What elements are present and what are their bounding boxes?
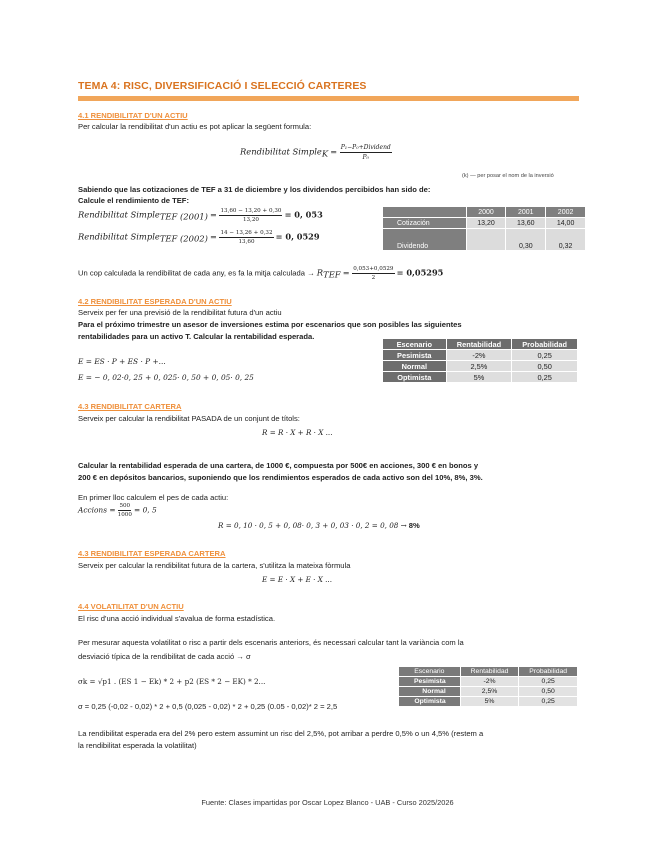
section-4-1-intro: Per calcular la rendibilitat d'un actiu es pot aplicar la següent formula: <box>78 122 312 131</box>
expected-return-calc: E = − 0, 02·0, 25 + 0, 025· 0, 50 + 0, 05· 0, 25 <box>78 373 254 382</box>
mean-return-line: Un cop calculada la rendibilitat de cada any, es fa la mitja calculada → $R_{TEF}$ = $\frac{0,053+0,0529}{2}$ = 0,05295 <box>78 266 444 281</box>
expected-portfolio-formula: E = E · X + E · X ... <box>262 575 333 584</box>
exercise-4-2-question-2: rentabilidades para un activo T. Calcular la rentabilidad esperada. <box>78 332 315 341</box>
equation-tef-2001: Rendibilitat Simple$_{TEF (2001)}$ = $\frac{13,60 - 13,20 + 0,30}{13,20}$ = 0, 053 <box>78 208 323 223</box>
conclusion-line-2: la rendibilitat esperada la volatilitat) <box>78 741 197 750</box>
formula-fraction: $\frac{\text{P₁−P₀+Dividend}}{\text{P₀}}$ <box>340 144 391 161</box>
sigma-calculation: σ = 0,25 (-0,02 - 0,02) * 2 + 0,5 (0,025 - 0,02) * 2 + 0,25 (0.05 - 0,02)* 2 = 2,5 <box>78 702 338 711</box>
weights-step-text: En primer lloc calculem el pes de cada actiu: <box>78 493 229 502</box>
exercise-4-3-question-1: Calcular la rentabilidad esperada de una cartera, de 1000 €, compuesta por 500€ en acciones, 300 € en bonos y <box>78 461 479 470</box>
expected-return-formula: E = ES · P + ES · P +... <box>78 357 166 366</box>
table-row: Optimista 5% 0,25 <box>399 697 578 707</box>
exercise-4-2-question-1: Para el próximo trimestre un asesor de inversiones estima por escenarios que son posibles las siguientes <box>78 320 462 329</box>
table-row: Cotización 13,20 13,60 14,00 <box>383 218 586 229</box>
table-row: Optimista 5% 0,25 <box>383 372 578 383</box>
page-title: TEMA 4: RISC, DIVERSIFICACIÓ I SELECCIÓ CARTERES <box>78 80 367 92</box>
section-4-2-intro: Serveix per fer una previsió de la rendibilitat futura d'un actiu <box>78 308 282 317</box>
exercise-question-2: Calcule el rendimiento de TEF: <box>78 196 189 205</box>
sigma-formula: σk = √p1 . (ES 1 − Ek) * 2 + p2 (ES * 2 − EK) * 2... <box>78 677 266 686</box>
tef-prices-table <box>382 206 586 251</box>
section-heading-4-1: 4.1 RENDIBILITAT D'UN ACTIU <box>78 111 188 120</box>
section-4-4-intro: El risc d'una acció individual s'avalua de forma estadística. <box>78 614 276 623</box>
table-row: Normal 2,5% 0,50 <box>399 687 578 697</box>
section-4-3-expected-intro: Serveix per calcular la rendibilitat futura de la cartera, s'utilitza la mateixa fòrmula <box>78 561 351 570</box>
table-header-row: Escenario Rentabilidad Probabilidad <box>399 667 578 677</box>
exercise-4-3-question-2: 200 € en depósitos bancarios, suponiendo que los rendimientos esperados de cada activo son del 10%, 8%, 3%. <box>78 473 483 482</box>
exercise-question-1: Sabiendo que las cotizaciones de TEF a 31 de diciembre y los dividendos percibidos han sido de: <box>78 185 431 194</box>
simple-return-formula: Rendibilitat Simple$_K$ = $\frac{\text{P₁−P₀+Dividend}}{\text{P₀}}$ <box>240 144 391 161</box>
formula-lhs: Rendibilitat Simple <box>240 146 322 157</box>
volatility-paragraph-1: Per mesurar aquesta volatilitat o risc a partir dels escenaris anteriors, és necessari calcular tant la variància com la <box>78 638 464 647</box>
table-header-row: Escenario Rentabilidad Probabilidad <box>383 339 578 350</box>
section-heading-4-3-expected: 4.3 RENDIBILITAT ESPERADA CARTERA <box>78 549 226 558</box>
section-heading-4-3: 4.3 RENDIBILITAT CARTERA <box>78 402 182 411</box>
portfolio-return-formula: R = R · X + R · X ... <box>262 428 333 437</box>
section-4-3-intro: Serveix per calcular la rendibilitat PASADA de un conjunt de títols: <box>78 414 300 423</box>
title-underline-bar <box>78 96 579 101</box>
volatility-paragraph-2: desviació típica de la rendibilitat de cada acció → σ <box>78 652 251 661</box>
formula-sub: K <box>321 148 329 159</box>
table-header-row: 2000 2001 2002 <box>383 207 586 218</box>
scenario-table <box>382 338 578 383</box>
table-row: Dividendo 0,30 0,32 <box>383 229 586 251</box>
equation-tef-2002: Rendibilitat Simple$_{TEF (2002)}$ = $\frac{14 - 13,26 + 0,32}{13,60}$ = 0, 0529 <box>78 230 320 245</box>
volatility-scenario-table <box>398 666 578 707</box>
conclusion-line-1: La rendibilitat esperada era del 2% pero estem assumint un risc del 2,5%, pot arribar a perdre 0,5% o un 4,5% (restem a <box>78 729 484 738</box>
table-row: Pesimista -2% 0,25 <box>399 677 578 687</box>
table-row: Pesimista -2% 0,25 <box>383 350 578 361</box>
section-heading-4-4: 4.4 VOLATILITAT D'UN ACTIU <box>78 602 184 611</box>
portfolio-return-calc: R = 0, 10 · 0, 5 + 0, 08· 0, 3 + 0, 03 · 0, 2 = 0, 08 → 8% <box>218 521 420 530</box>
table-row: Normal 2,5% 0,50 <box>383 361 578 372</box>
weight-calculation: Accions = $\frac{500}{1000}$ = 0, 5 <box>78 503 157 518</box>
section-heading-4-2: 4.2 RENDIBILITAT ESPERADA D'UN ACTIU <box>78 297 232 306</box>
page-footer: Fuente: Clases impartidas por Oscar Lopez Blanco - UAB - Curso 2025/2026 <box>201 798 454 807</box>
formula-note: (k) — per posar el nom de la inversió <box>462 173 554 179</box>
